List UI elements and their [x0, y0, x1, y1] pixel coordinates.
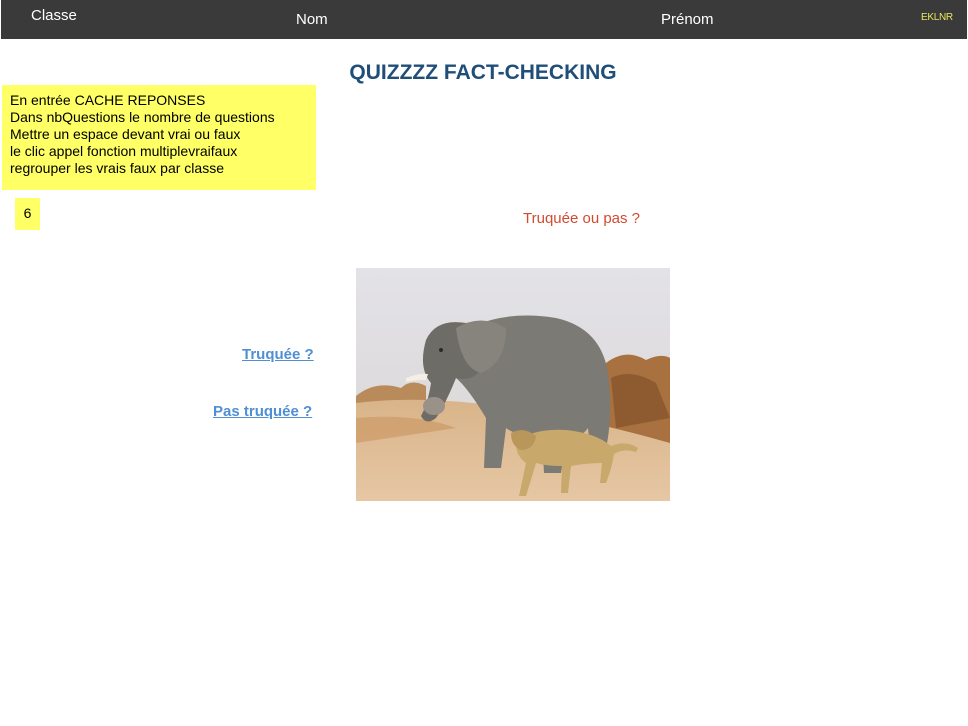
note-line: le clic appel fonction multiplevraifaux: [10, 143, 238, 159]
question-text: Truquée ou pas ?: [523, 210, 641, 227]
prenom-field[interactable]: Prénom: [661, 11, 714, 28]
code-label: EKLNR: [921, 12, 953, 23]
note-line: Mettre un espace devant vrai ou faux: [10, 126, 241, 142]
nb-questions-box: 6: [15, 198, 40, 230]
classe-field[interactable]: Classe: [31, 7, 77, 24]
header-bar: [1, 0, 967, 39]
note-line: Dans nbQuestions le nombre de questions: [10, 109, 275, 125]
answer-pas-truquee-link[interactable]: Pas truquée ?: [213, 403, 313, 420]
answer-truquee-link[interactable]: Truquée ?: [242, 346, 314, 363]
note-line: regrouper les vrais faux par classe: [10, 160, 224, 176]
nom-field[interactable]: Nom: [296, 11, 328, 28]
cub: [423, 397, 445, 415]
quiz-photo: [356, 268, 670, 501]
instructions-note: [2, 85, 316, 190]
page-title: [0, 61, 966, 85]
note-line: En entrée CACHE REPONSES: [10, 92, 206, 108]
page-title-text: QUIZZZZ FACT-CHECKING: [349, 61, 617, 84]
